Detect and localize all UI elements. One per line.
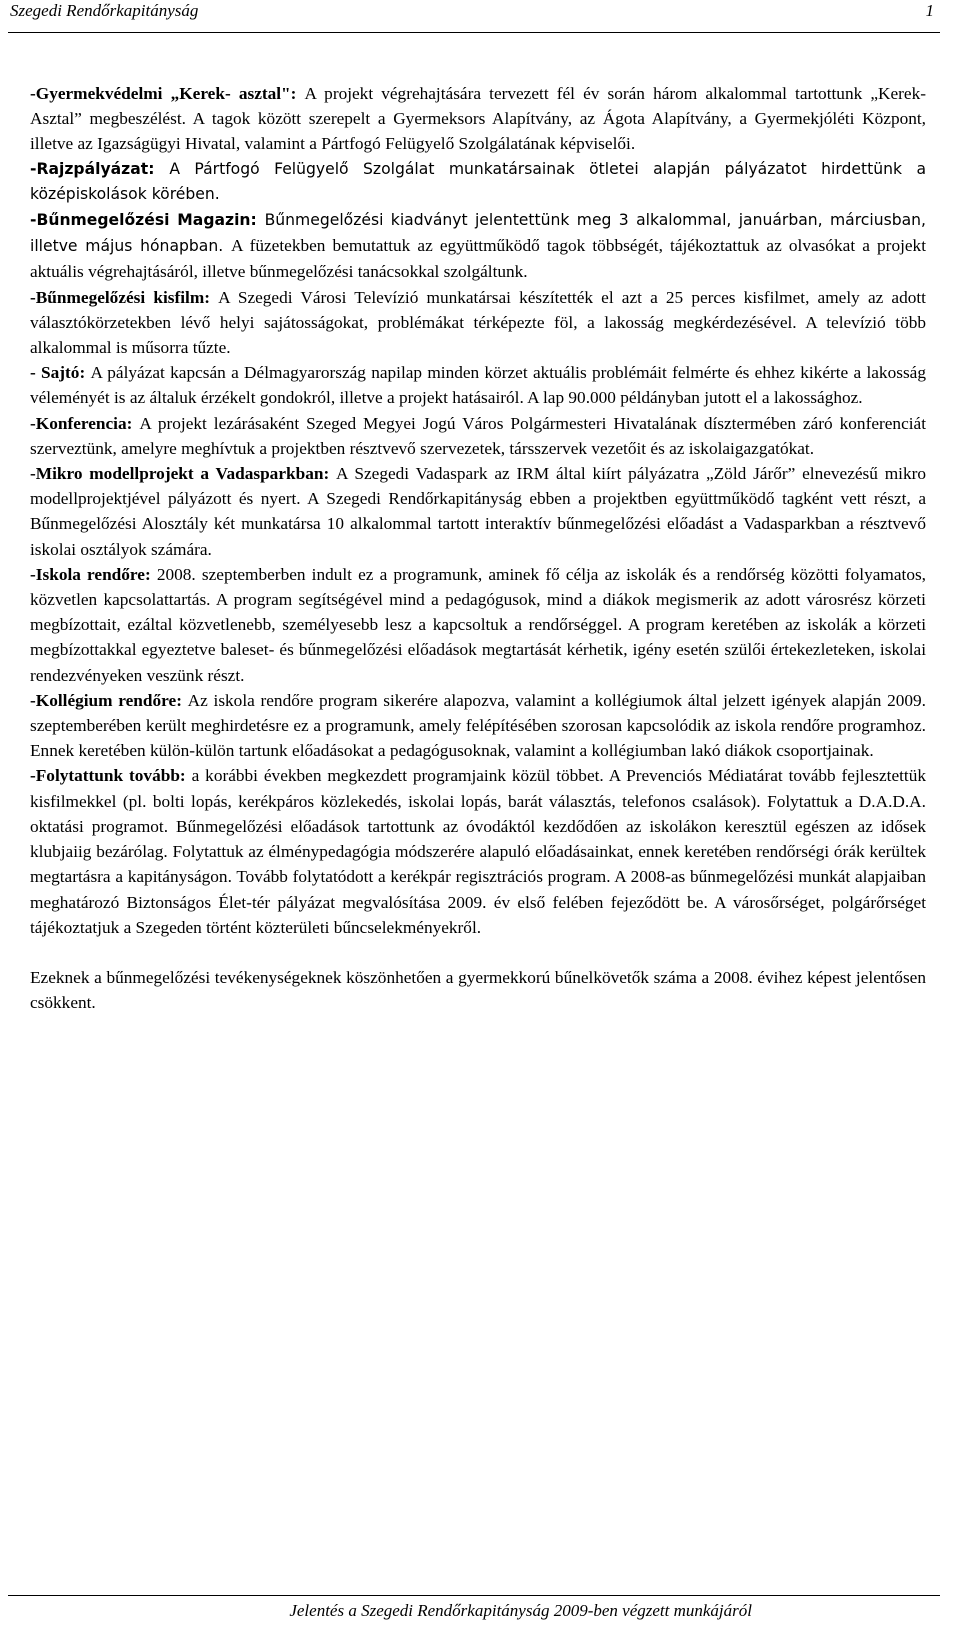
paragraph-gyermekvedelmi: [30, 81, 926, 157]
paragraph-text: A projekt lezárásaként Szeged Megyei Jogú Város Polgármesteri Hivatalának dísztermében záró konferenciát szerveztünk, amelyre meghívtuk a projektben résztvevő szervezetek, társszervek vezetőit és az iskolaigazgatókat.: [30, 413, 927, 458]
paragraph-lead: -Mikro modellprojekt a Vadasparkban:: [30, 464, 337, 484]
page-footer: [8, 1595, 940, 1631]
paragraph-text: A Pártfogó Felügyelő Szolgálat munkatársainak ötletei alapján pályázatot hirdettünk a középiskolások körében.: [30, 159, 926, 203]
paragraph-kollegium-rendore: [30, 688, 926, 764]
paragraph-magazin: [30, 207, 926, 285]
paragraph-sajto: [30, 360, 926, 410]
paragraph-text: Az iskola rendőre program sikerére alapozva, valamint a kollégiumok által jelzett igények alapján 2009. szeptemberében került meghirdetésre ez a programunk, amely felépítésében szorosan kapcsolódik az iskola rendőre programhoz. Ennek keretében külön-külön tartunk előadásokat a pedagógusoknak, valamint a kollégiumban lakó diákok csoportjainak.: [30, 690, 926, 761]
paragraph-text: 2008. szeptemberben indult ez a programunk, aminek fő célja az iskolák és a rendőrség közötti folyamatos, közvetlen kapcsolattartás. A program segítségével mind a pedagógusok, mind a diákok megismerik az adott városrész körzeti megbízottait, ezáltal közvetlenebb, személyesebb lesz a kapcsoltuk a rendőrséggel. A program keretében az iskolák a körzeti megbízottakkal egyeztetve baleset- és bűnmegelőzési előadások megtartását kérhetik, igény esetén szülői értekezleteken, iskolai rendezvényeken veszünk részt.: [30, 564, 927, 685]
paragraph-lead: -Iskola rendőre:: [30, 564, 157, 584]
paragraph-lead: -Konferencia:: [30, 413, 140, 433]
page-header: [8, 0, 940, 33]
paragraph-lead: -Folytattunk tovább:: [30, 766, 192, 786]
paragraph-folytattunk: [30, 763, 926, 939]
paragraph-lead: -Rajzpályázat:: [30, 159, 170, 178]
paragraph-conclusion: [30, 965, 926, 1015]
paragraph-text: Ezeknek a bűnmegelőzési tevékenységeknek köszönhetően a gyermekkorú bűnelkövetők száma a 2008. évihez képest jelentősen csökkent.: [30, 967, 926, 1013]
paragraph-iskola-rendore: [30, 562, 926, 688]
paragraph-text: Bűnmegelőzési kiadványt jelentettünk meg 3 alkalommal, januárban, márciusban, illetve május hónapban.: [30, 211, 926, 256]
paragraph-kisfilm: [30, 285, 926, 361]
paragraph-lead: -Bűnmegelőzési kisfilm:: [30, 287, 219, 307]
paragraph-text: A projekt végrehajtására tervezett fél év során három alkalommal tartottunk „Kerek- Asztal” megbeszélést. A tagok között szerepelt a Gyermeksors Alapítvány, az Ágota Alapítvány, a Gyermekjóléti Központ, illetve az Igazságügyi Hivatal, valamint a Pártfogó Felügyelő Szolgálatának képviselői.: [30, 84, 926, 154]
document-body: [30, 81, 926, 1015]
footer-text: Jelentés a Szegedi Rendőrkapitányság 2009-ben végzett munkájáról: [289, 1601, 752, 1620]
paragraph-text: a korábbi években megkezdett programjaink közül többet. A Prevenciós Médiatárat tovább fejlesztettük kisfilmekkel (pl. bolti lopás, kerékpáros közlekedés, iskolai lopás, barát választás, telefonos csalások). Folytattuk a D.A.D.A. oktatási programot. Bűnmegelőzési előadások tartottunk az óvodáktól kezdődően az iskolákon keresztül egészen az idősek klubjaiig bezárólag. Folytattuk az élménypedagógia módszerére alapuló előadásainkat, ennek keretében rendőrségi órák kerültek megtartásra a kapitányságon. Tovább folytatódott a kerékpár regisztrációs program. A 2008-as bűnmegelőzési munkát alapjaiban meghatározó Biztonságos Élet-tér pályázat megvalósítása 2009. év első felében fejeződött be. A városőrséget, polgárőrséget tájékoztatjuk a Szegeden történt közterületi bűncselekményekről.: [30, 766, 926, 937]
paragraph-text: A Szegedi Vadaspark az IRM által kiírt pályázatra „Zöld Járőr” elnevezésű mikro modellprojektjével pályázott és nyert. A Szegedi Rendőrkapitányság ebben a projektben együttműködő tagként vett részt, a Bűnmegelőzési Alosztály két munkatársa 10 alkalommal tartott interaktív bűnmegelőzési előadást a Vadasparkban a résztvevő iskolai osztályok számára.: [30, 464, 926, 559]
paragraph-lead: - Sajtó:: [30, 363, 91, 383]
page-number: 1: [925, 1, 934, 20]
paragraph-lead: -Bűnmegelőzési Magazin:: [30, 211, 265, 230]
paragraph-konferencia: [30, 411, 926, 461]
header-title: Szegedi Rendőrkapitányság: [10, 1, 199, 20]
paragraph-text-continued: A füzetekben bemutattuk az együttműködő tagok többségét, tájékoztattuk az olvasókat a projekt aktuális végrehajtásáról, illetve bűnmegelőzési tanácsokkal szolgáltunk.: [30, 236, 926, 282]
paragraph-text: A pályázat kapcsán a Délmagyarország napilap minden körzet aktuális problémáit felmérte és ehhez kikérte a lakosság véleményét is az általuk érzékelt gondokról, illetve a projekt hatásairól. A lap 90.000 példányban jutott el a lakossághoz.: [30, 363, 926, 408]
paragraph-lead: -Kollégium rendőre:: [30, 690, 188, 710]
paragraph-vadaspark: [30, 461, 926, 562]
paragraph-text: A Szegedi Városi Televízió munkatársai készítették el azt a 25 perces kisfilmet, amely az adott választókörzetekben lévő helyi sajátosságokat, problémákat térképezte föl, a lakosság megkérdezésével. A televízió több alkalommal is műsorra tűzte.: [30, 287, 926, 358]
paragraph-rajzpalyazat: [30, 157, 926, 207]
paragraph-lead: -Gyermekvédelmi „Kerek- asztal":: [30, 84, 305, 103]
